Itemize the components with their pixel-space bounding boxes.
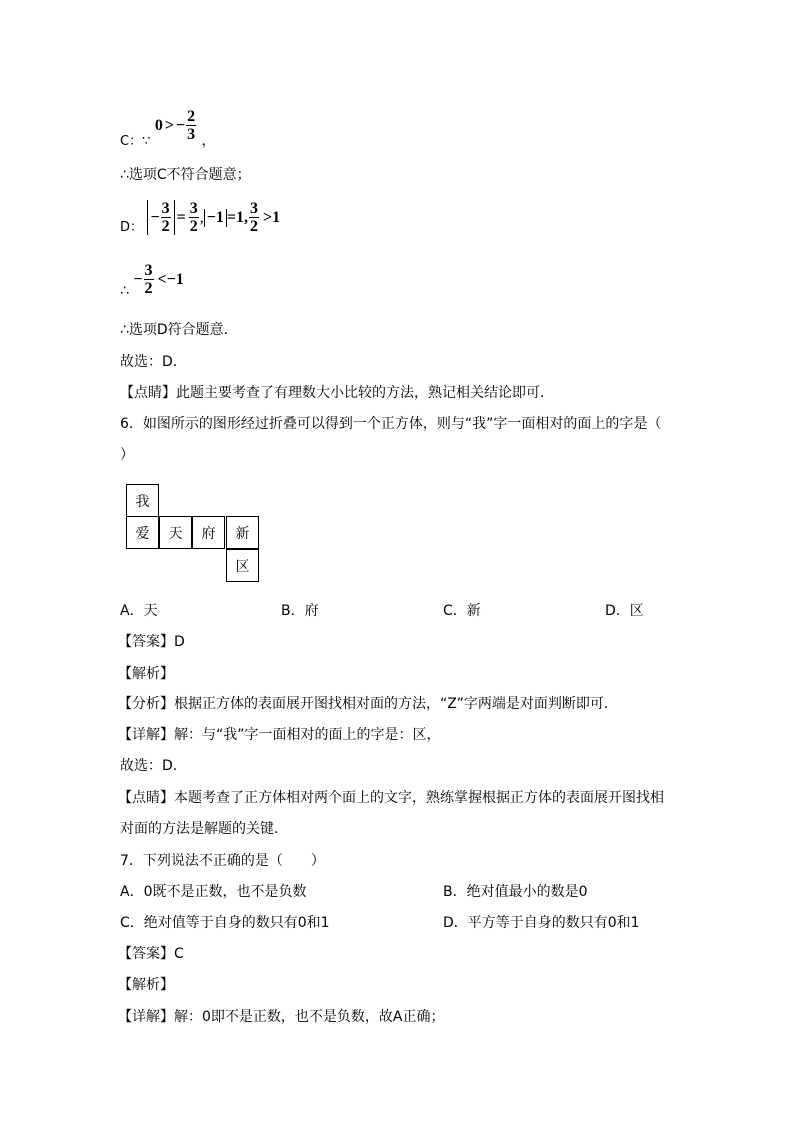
q6-detail: 【详解】解：与“我”字一面相对的面上的字是：区， [118, 727, 441, 743]
q7-option-c: C．绝对值等于自身的数只有0和1 [120, 915, 330, 931]
net-cell-qu: 区 [226, 549, 259, 582]
option-c-label: C：∵ [120, 134, 151, 149]
option-d-label: D： [120, 220, 144, 235]
net-cell-wo: 我 [126, 484, 159, 517]
q6-stem-line2: ） [120, 447, 134, 463]
therefore-line: ∴ − $\frac{3}{2}$ <−1 [120, 262, 184, 299]
q6-option-d: D．区 [605, 603, 644, 619]
option-d-math: − $\frac{3}{2}$ = $\frac{3}{2}$ , −1 =1, $\frac{3}{2}$ >1 [147, 200, 280, 235]
net-cell-fu: 府 [192, 516, 225, 549]
fraction: $\frac{3}{2}$ [249, 200, 258, 235]
q7-option-d: D．平方等于自身的数只有0和1 [443, 915, 640, 931]
therefore-math: − $\frac{3}{2}$ <−1 [133, 262, 184, 297]
fraction: $\frac{2}{3}$ [187, 108, 196, 143]
option-c-explanation: C：∵ 0 > − $\frac{2}{3}$ ， [120, 108, 216, 149]
q6-comment-line1: 【点睛】本题考查了正方体相对两个面上的文字，熟练掌握根据正方体的表面展开图找相 [118, 790, 664, 806]
q7-option-a: A．0既不是正数，也不是负数 [120, 884, 307, 900]
net-cell-xin: 新 [226, 516, 259, 549]
absolute-value: − $\frac{3}{2}$ [147, 200, 174, 235]
option-d-explanation [120, 200, 280, 237]
q7-option-b: B．绝对值最小的数是0 [443, 884, 588, 900]
prev-comment: 【点睛】此题主要考查了有理数大小比较的方法，熟记相关结论即可． [120, 385, 554, 401]
option-c-conclusion: ∴选项C不符合题意； [120, 167, 251, 183]
option-c-inequality: 0 > − $\frac{2}{3}$ [154, 108, 196, 143]
q6-choice: 故选：D． [120, 758, 187, 774]
q7-analysis-header: 【解析】 [118, 977, 174, 993]
q7-answer: 【答案】C [118, 946, 184, 962]
q6-option-b: B．府 [281, 603, 319, 619]
q6-stem-line1: 6．如图所示的图形经过折叠可以得到一个正方体，则与“我”字一面相对的面上的字是（ [120, 416, 662, 432]
q6-option-a: A．天 [120, 603, 158, 619]
fraction: $\frac{3}{2}$ [144, 262, 153, 297]
q7-detail: 【详解】解：0即不是正数，也不是负数，故A正确； [118, 1009, 445, 1025]
q6-option-c: C．新 [443, 603, 481, 619]
fraction: $\frac{3}{2}$ [189, 200, 198, 235]
q6-answer: 【答案】D [118, 634, 185, 650]
fraction: $\frac{3}{2}$ [161, 200, 170, 235]
q6-comment-line2: 对面的方法是解题的关键． [120, 821, 288, 837]
q6-analysis-header: 【解析】 [118, 666, 174, 682]
option-d-conclusion: ∴选项D符合题意． [120, 322, 238, 338]
net-cell-ai: 爱 [126, 516, 159, 549]
q7-stem: 7．下列说法不正确的是（ ） [120, 853, 325, 869]
absolute-value: −1 [204, 209, 227, 227]
cube-net-figure [126, 484, 260, 584]
q6-analysis: 【分析】根据正方体的表面展开图找相对面的方法，“Z”字两端是对面判断即可． [118, 696, 618, 712]
prev-choice: 故选：D． [120, 354, 187, 370]
net-cell-tian: 天 [159, 516, 192, 549]
